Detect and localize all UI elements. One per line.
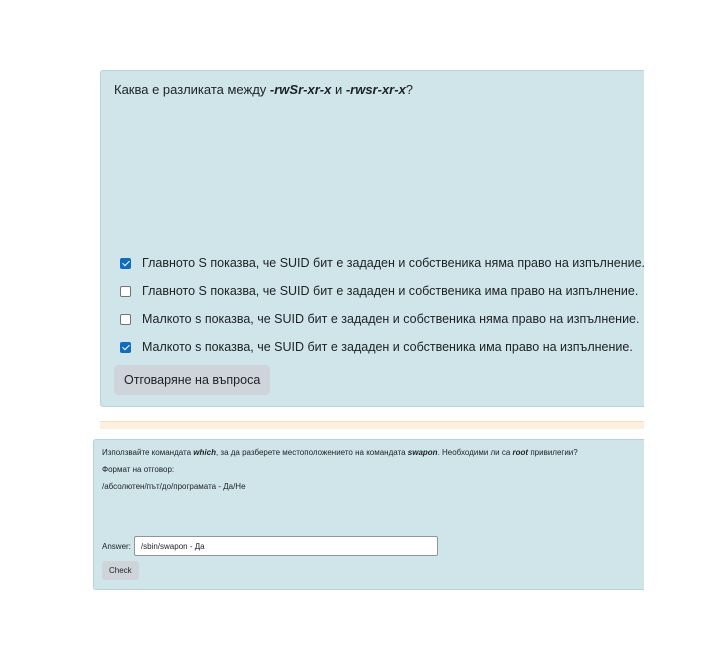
- question-text-part: Използвайте командата: [102, 448, 194, 457]
- question-text-part: , за да разберете местоположението на командата: [215, 448, 408, 457]
- command-swapon: swapon: [407, 448, 438, 457]
- option-3-label[interactable]: Малкото s показва, че SUID бит е зададен и собственика няма право на изпълнение.: [142, 312, 640, 326]
- command-root: root: [512, 448, 529, 457]
- question-text-part: Каква е разликата между: [114, 82, 270, 97]
- answer-label: Answer:: [102, 541, 131, 551]
- option-2-checkbox[interactable]: [120, 286, 131, 297]
- option-1-label[interactable]: Главното S показва, че SUID бит е зададен и собственика няма право на изпълнение.: [142, 256, 646, 270]
- option-3-checkbox[interactable]: [120, 314, 131, 325]
- question-2-prompt: [102, 444, 578, 461]
- question-2-text: [102, 444, 578, 495]
- question-text-part: и: [331, 82, 346, 97]
- answer-option-4[interactable]: [120, 333, 645, 361]
- answer-input[interactable]: [134, 536, 438, 556]
- question-text-part: привилегии?: [528, 448, 578, 457]
- answer-option-3[interactable]: [120, 305, 645, 333]
- option-2-label[interactable]: Главното S показва, че SUID бит е зададен и собственика има право на изпълнение.: [142, 284, 639, 298]
- permission-term-2: -rwsr-xr-x: [345, 82, 406, 97]
- check-button[interactable]: Check: [102, 561, 139, 580]
- format-value: /абсолютен/път/до/програмата - Да/Не: [102, 482, 246, 491]
- permission-term-1: -rwSr-xr-x: [269, 82, 332, 97]
- option-1-checkbox[interactable]: [120, 258, 131, 269]
- question-text-part: ?: [405, 82, 414, 97]
- answer-options: [120, 249, 645, 361]
- answer-option-2[interactable]: [120, 277, 645, 305]
- submit-answer-button[interactable]: Отговаряне на въпроса: [114, 365, 270, 395]
- option-4-checkbox[interactable]: [120, 342, 131, 353]
- answer-option-1[interactable]: [120, 249, 645, 277]
- answer-row: [102, 536, 438, 556]
- question-card-1: [100, 70, 644, 407]
- format-label: Формат на отговор:: [102, 465, 175, 474]
- option-4-label[interactable]: Малкото s показва, че SUID бит е зададен и собственика има право на изпълнение.: [142, 340, 633, 354]
- command-which: which: [193, 448, 216, 457]
- feedback-strip: [100, 421, 644, 429]
- question-text-part: . Необходими ли са: [437, 448, 513, 457]
- question-card-2: [93, 439, 644, 590]
- question-text: [114, 82, 413, 98]
